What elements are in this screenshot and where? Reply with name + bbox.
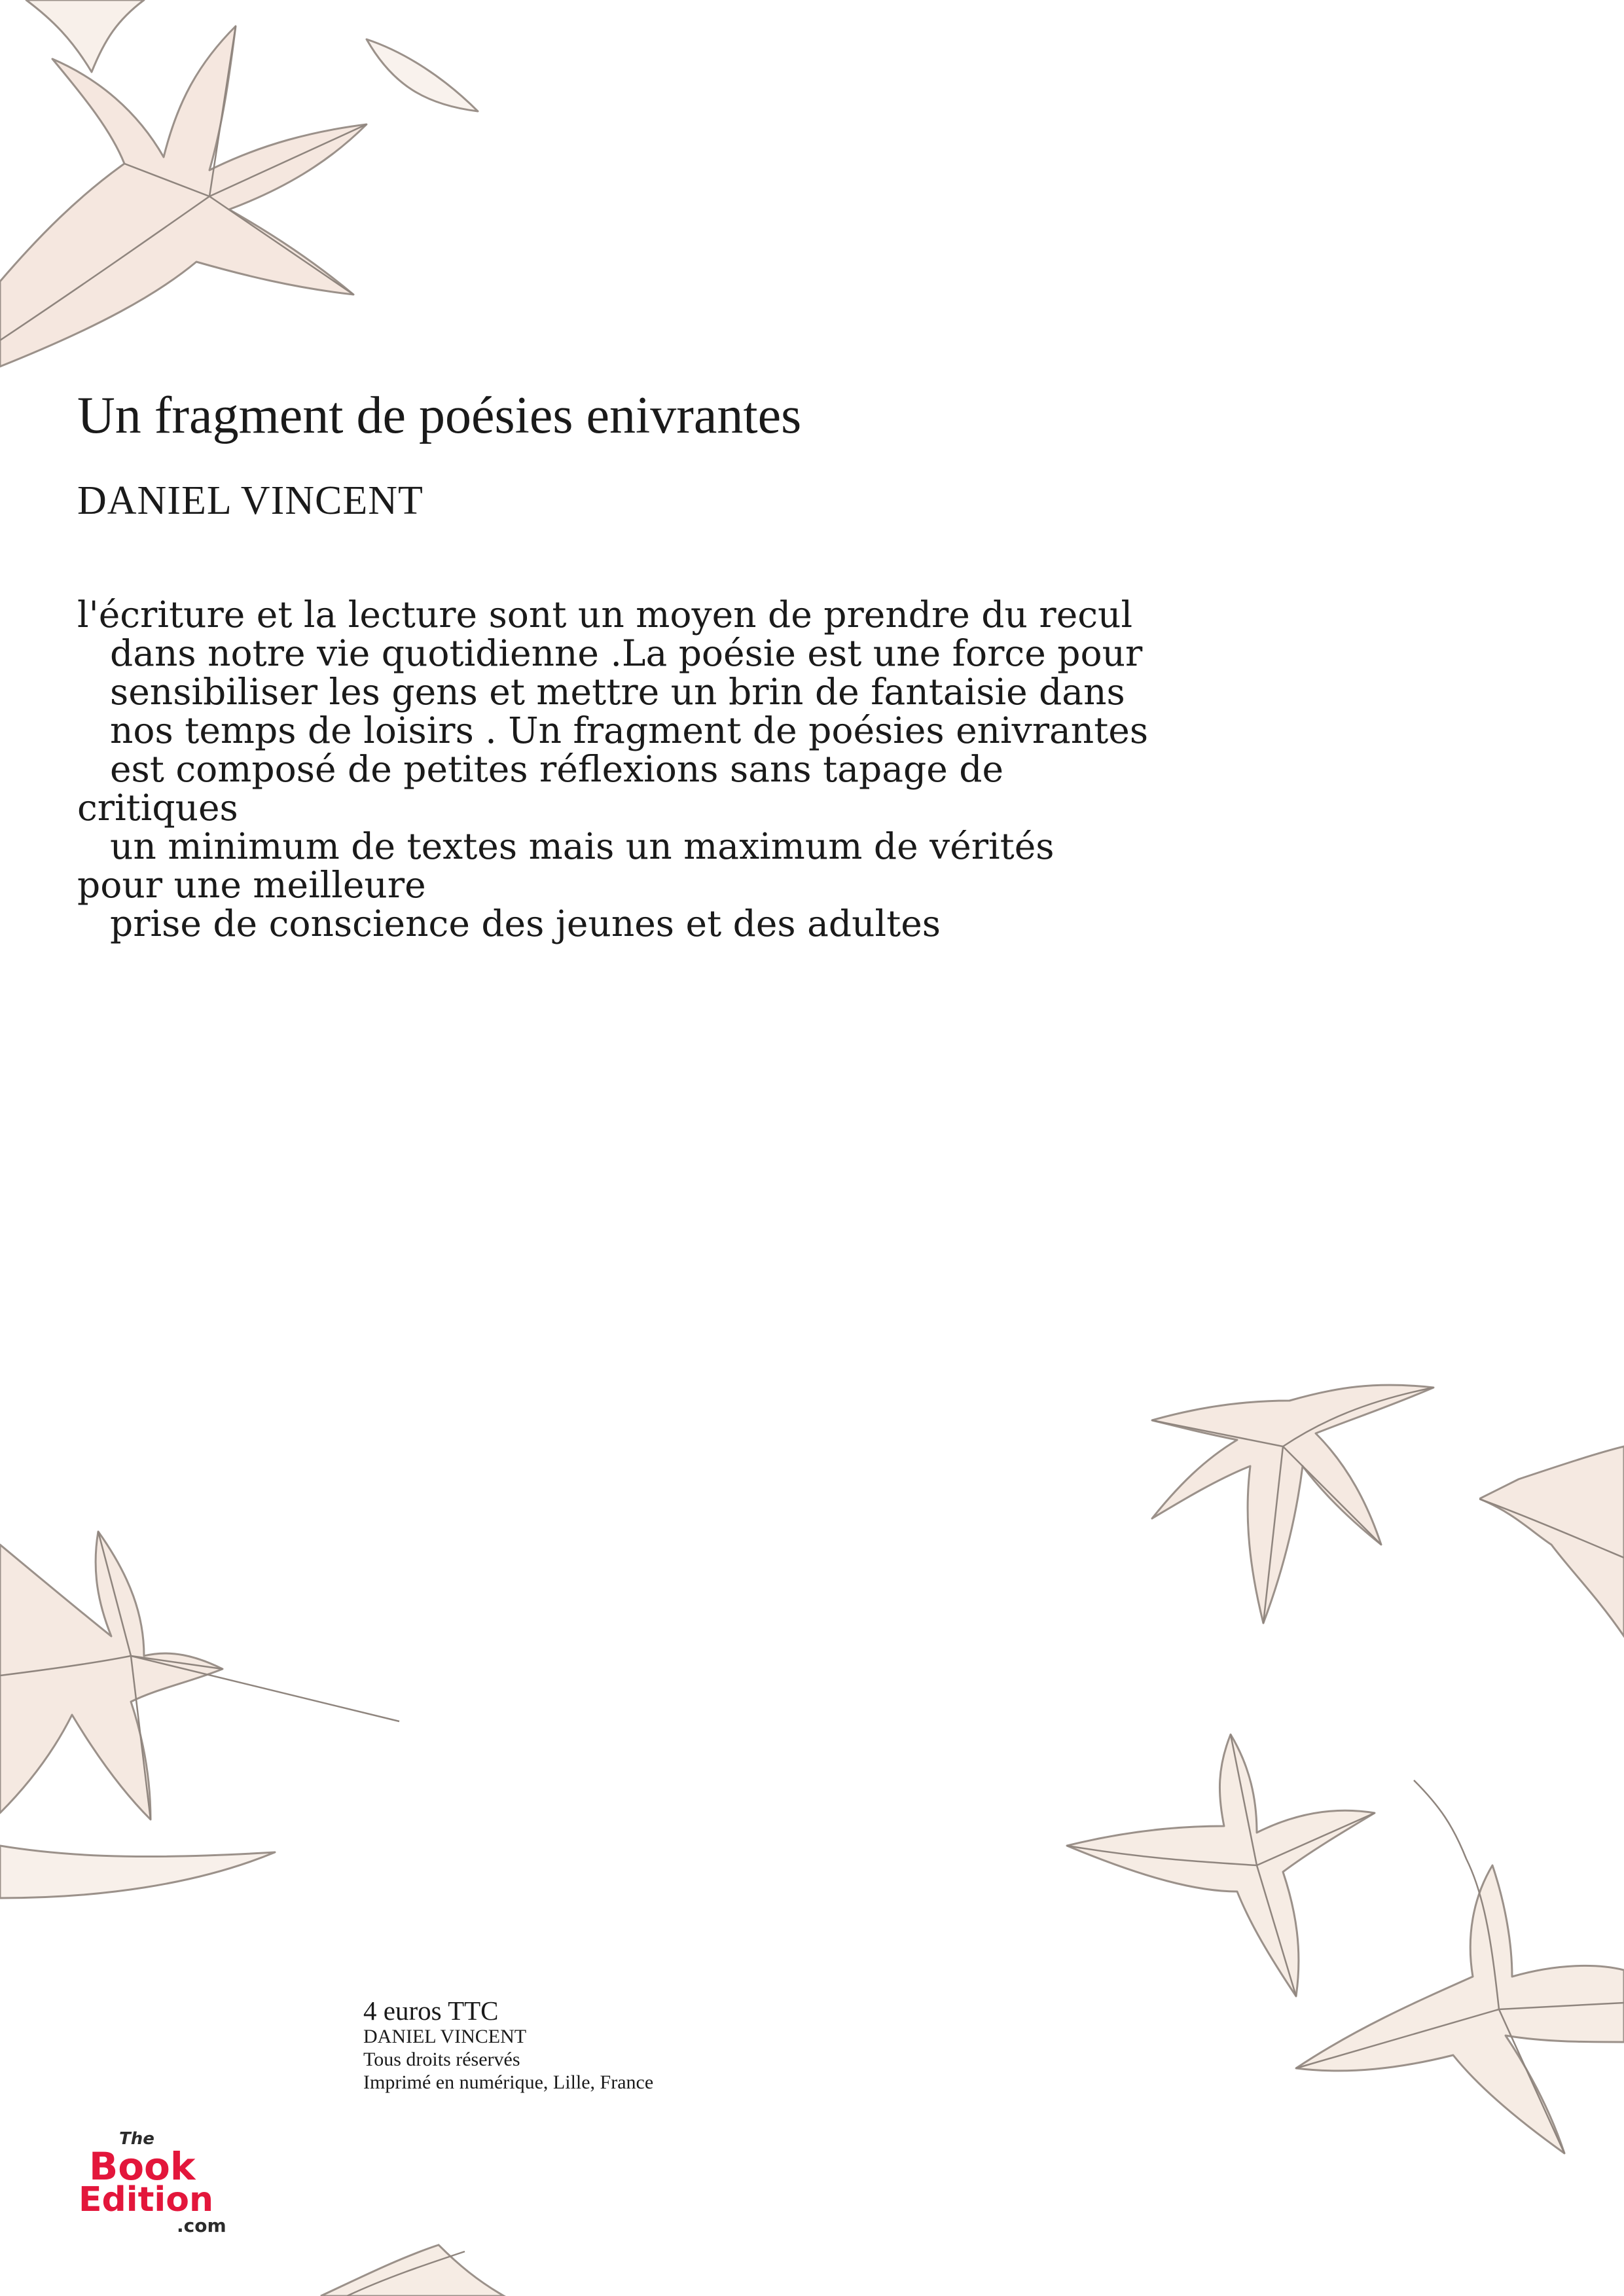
leaf-illustration-right-edge-icon [1479, 1427, 1624, 1702]
blurb-line: prise de conscience des jeunes et des adultes [110, 903, 941, 944]
leaf-illustration-left-middle-icon [0, 1505, 419, 1911]
leaf-illustration-bottom-right-icon [1047, 1702, 1624, 2160]
print-location: Imprimé en numérique, Lille, France [363, 2072, 654, 2093]
logo-edition: Edition [79, 2180, 213, 2219]
logo-com: .com [177, 2215, 226, 2236]
blurb-line: nos temps de loisirs . Un fragment de poésies enivrantes [110, 709, 1149, 751]
thebookedition-logo-icon [79, 2127, 236, 2238]
rights-notice: Tous droits réservés [363, 2049, 520, 2070]
blurb-line: dans notre vie quotidienne .La poésie est une force pour [110, 632, 1143, 674]
blurb-line: critiques [77, 787, 238, 829]
blurb-line: pour une meilleure [77, 864, 426, 906]
leaf-illustration-bottom-center-icon [308, 2206, 569, 2296]
blurb-line: l'écriture et la lecture sont un moyen de prendre du recul [77, 594, 1133, 636]
book-title: Un fragment de poésies enivrantes [77, 387, 802, 444]
leaf-illustration-right-middle-icon [1139, 1361, 1453, 1662]
leaf-illustration-top-left-icon [0, 0, 497, 419]
book-blurb [77, 596, 1308, 943]
colophon-author: DANIEL VINCENT [363, 2026, 527, 2047]
blurb-line: sensibiliser les gens et mettre un brin de fantaisie dans [110, 671, 1125, 713]
book-author: DANIEL VINCENT [77, 478, 424, 523]
logo-the: The [119, 2129, 154, 2149]
blurb-line: est composé de petites réflexions sans tapage de [110, 748, 1004, 790]
blurb-line: un minimum de textes mais un maximum de vérités [110, 825, 1055, 867]
price-label: 4 euros TTC [363, 1996, 499, 2026]
colophon [363, 1996, 653, 2094]
logo-book: Book [89, 2144, 196, 2189]
